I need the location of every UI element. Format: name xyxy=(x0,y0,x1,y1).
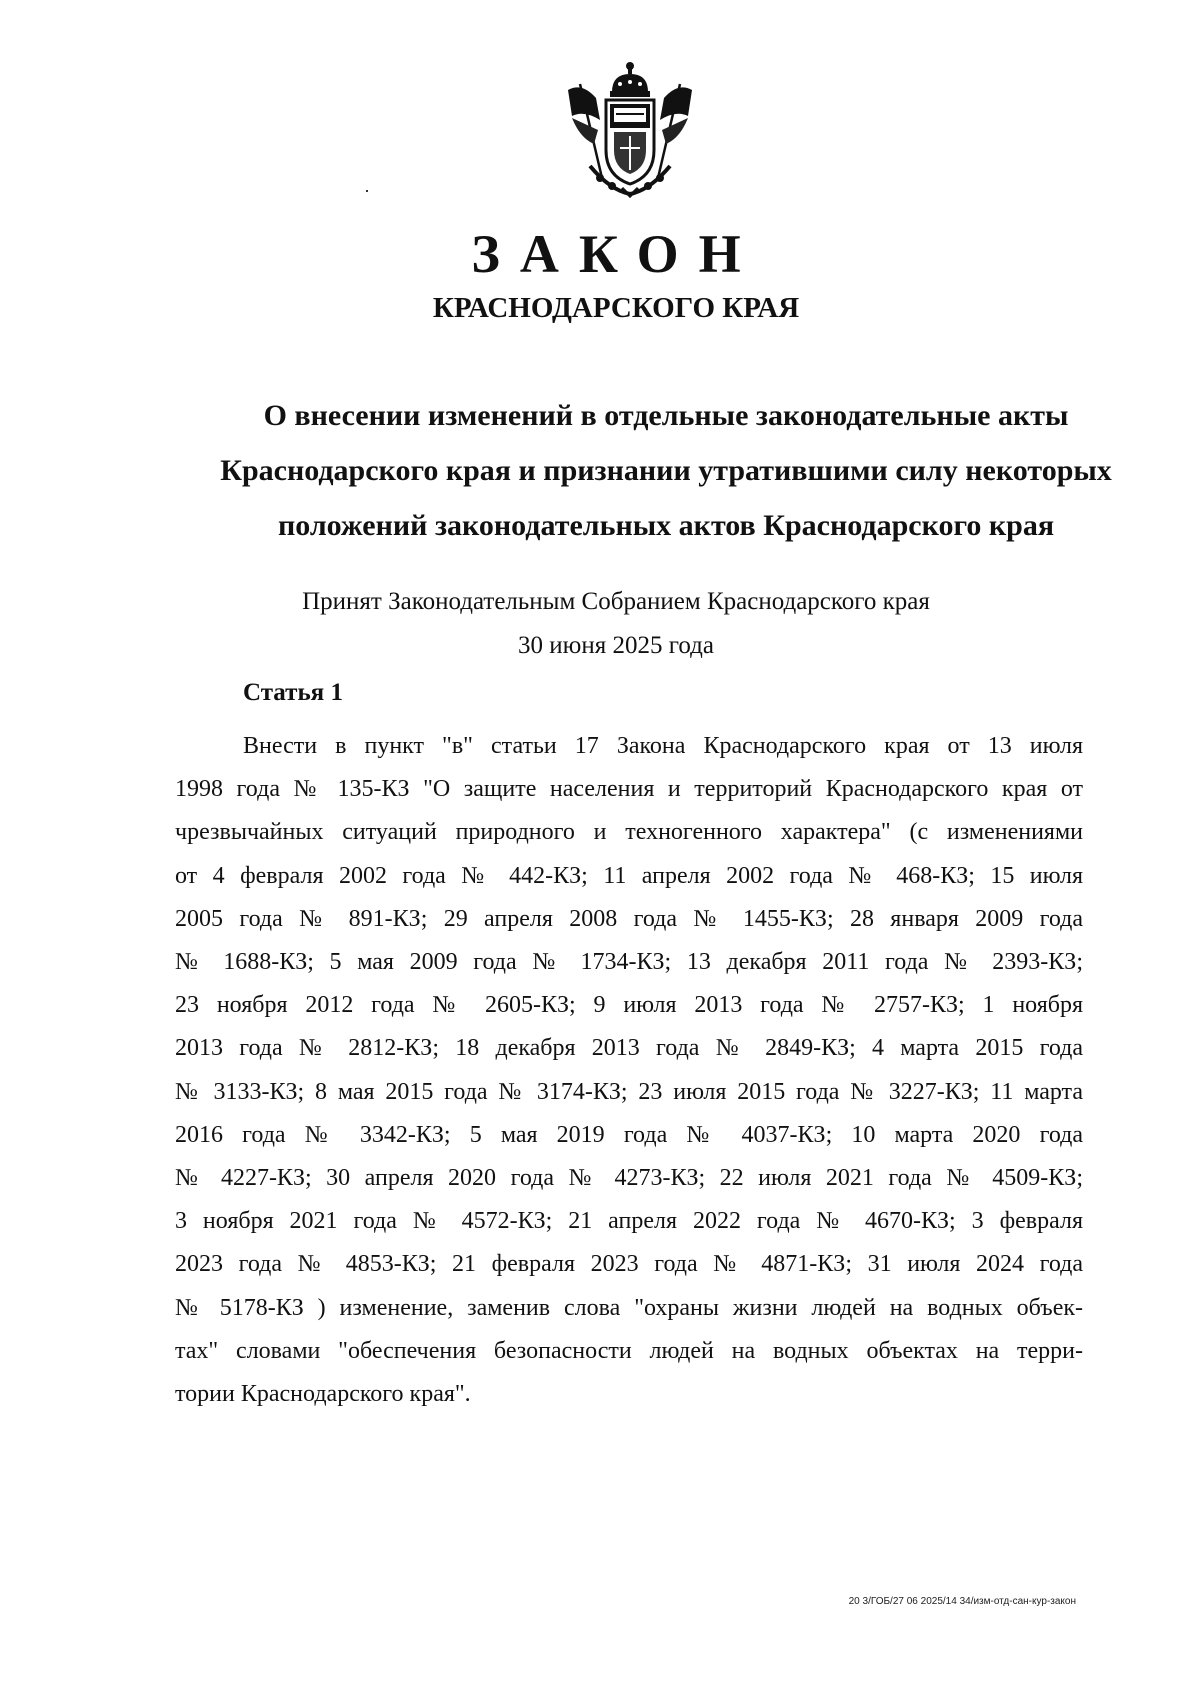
document-type-heading: ЗАКОН xyxy=(471,224,761,284)
article-line: № 1688-КЗ; 5 мая 2009 года № 1734-КЗ; 13 декабря 2011 года № 2393-КЗ; xyxy=(175,949,1083,976)
region-heading: КРАСНОДАРСКОГО КРАЯ xyxy=(432,292,800,324)
law-title-line: Краснодарского края и признании утратившими силу некоторых xyxy=(220,454,1112,487)
article-line: 2023 года № 4853-КЗ; 21 февраля 2023 года № 4871-КЗ; 31 июля 2024 года xyxy=(175,1251,1083,1278)
adoption-note xyxy=(0,580,1200,668)
article-line: чрезвычайных ситуаций природного и техногенного характера" (с изменениями xyxy=(175,819,1083,846)
article-line: № 4227-КЗ; 30 апреля 2020 года № 4273-КЗ; 22 июля 2021 года № 4509-КЗ; xyxy=(175,1165,1083,1192)
article-line: 23 ноября 2012 года № 2605-КЗ; 9 июля 2013 года № 2757-КЗ; 1 ноября xyxy=(175,992,1083,1019)
adoption-date: 30 июня 2025 года xyxy=(518,632,714,659)
article-line: 1998 года № 135-КЗ "О защите населения и территорий Краснодарского края от xyxy=(175,776,1083,803)
article-line: № 5178-КЗ ) изменение, заменив слова "охраны жизни людей на водных объек- xyxy=(175,1294,1083,1321)
article-line: № 3133-КЗ; 8 мая 2015 года № 3174-КЗ; 23 июля 2015 года № 3227-КЗ; 11 марта xyxy=(175,1078,1083,1105)
law-title-line: положений законодательных актов Краснодарского края xyxy=(277,509,1055,542)
shield-icon xyxy=(606,100,654,184)
article-heading: Статья 1 xyxy=(243,679,343,706)
crown-icon xyxy=(610,62,650,97)
article-line: от 4 февраля 2002 года № 442-КЗ; 11 апреля 2002 года № 468-КЗ; 15 июля xyxy=(175,862,1083,889)
adoption-body: Принят Законодательным Собранием Краснодарского края xyxy=(302,588,930,615)
article-line: 2016 года № 3342-КЗ; 5 мая 2019 года № 4037-КЗ; 10 марта 2020 года xyxy=(175,1121,1083,1148)
scan-speck xyxy=(366,190,368,192)
article-body xyxy=(175,725,1083,1416)
coat-of-arms-emblem xyxy=(550,58,710,198)
article-line: тах" словами "обеспечения безопасности людей на водных объектах на терри- xyxy=(175,1337,1083,1364)
article-line: Внести в пункт "в" статьи 17 Закона Краснодарского края от 13 июля xyxy=(243,733,1083,759)
article-line: 3 ноября 2021 года № 4572-КЗ; 21 апреля 2022 года № 4670-КЗ; 3 февраля xyxy=(175,1208,1083,1235)
document-code: 20 3/ГОБ/27 06 2025/14 34/изм-отд-сан-кур-закон xyxy=(848,1596,1076,1607)
article-line: тории Краснодарского края". xyxy=(175,1381,471,1408)
law-title-line: О внесении изменений в отдельные законодательные акты xyxy=(263,399,1069,432)
article-line: 2013 года № 2812-КЗ; 18 декабря 2013 года № 2849-КЗ; 4 марта 2015 года xyxy=(175,1035,1083,1062)
article-line: 2005 года № 891-КЗ; 29 апреля 2008 года № 1455-КЗ; 28 января 2009 года xyxy=(175,905,1083,932)
law-title xyxy=(150,388,1182,553)
